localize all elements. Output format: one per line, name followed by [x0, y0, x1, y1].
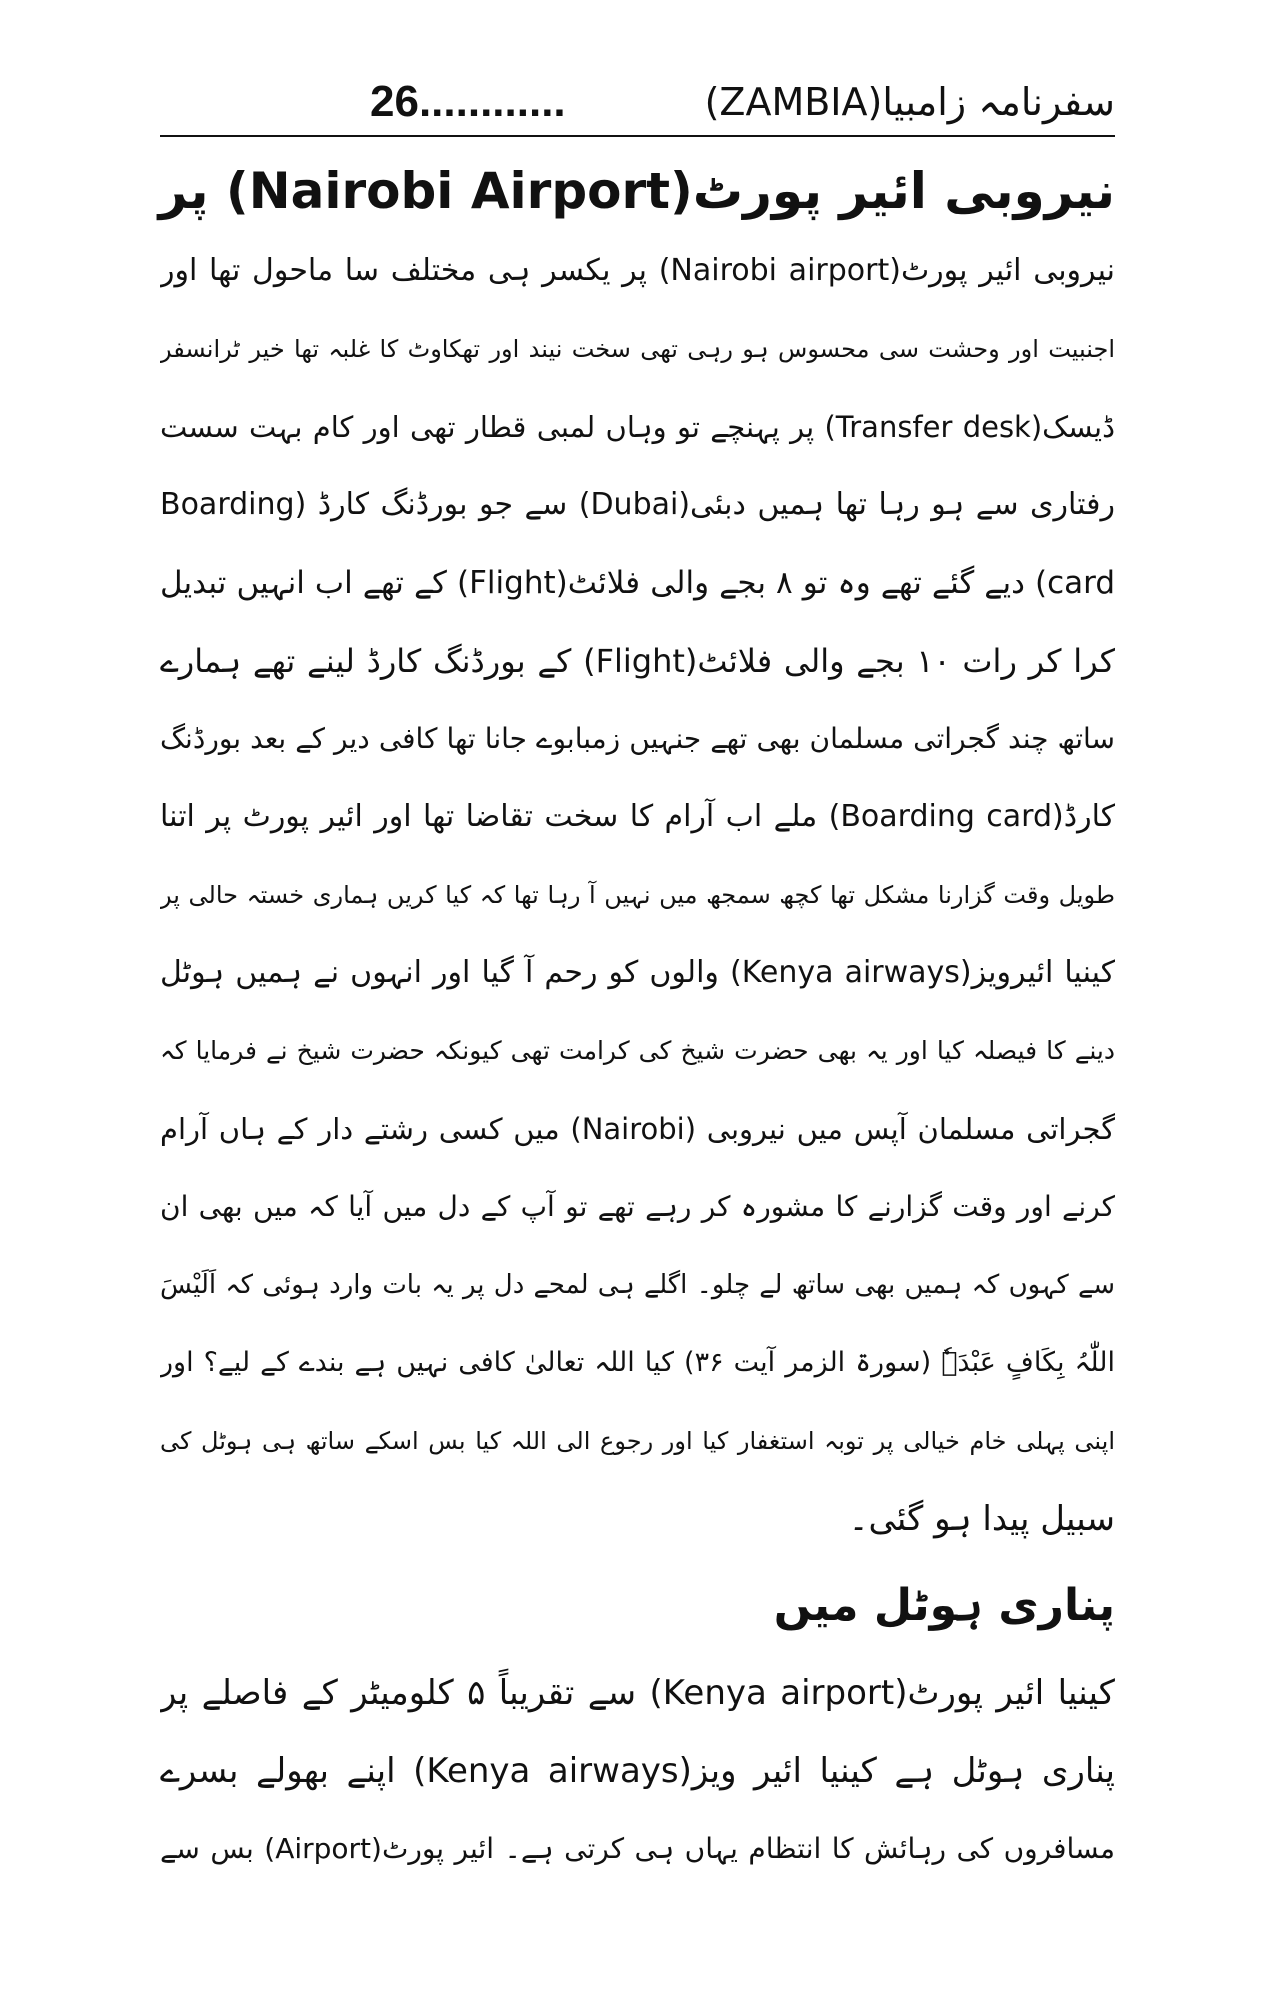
text-line: ساتھ چند گجراتی مسلمان بھی تھے جنہیں زمبابوے جانا تھا کافی دیر کے بعد بورڈنگ	[160, 722, 1115, 755]
text-line: رفتاری سے ہو رہا تھا ہمیں دبئی(Dubai) سے جو بورڈنگ کارڈ (Boarding	[160, 487, 1115, 522]
text-line: گجراتی مسلمان آپس میں نیروبی (Nairobi) میں کسی رشتے دار کے ہاں آرام	[160, 1112, 1115, 1146]
section-heading-panari-hotel: پناری ہوٹل میں	[773, 1580, 1115, 1631]
text-line: کرنے اور وقت گزارنے کا مشورہ کر رہے تھے تو آپ کے دل میں آیا کہ میں بھی ان	[160, 1190, 1115, 1223]
page-body	[160, 150, 1115, 1888]
text-line: card) دیے گئے تھے وہ تو ۸ بجے والی فلائٹ(Flight) کے تھے اب انہیں تبدیل	[160, 565, 1115, 601]
header-divider	[160, 135, 1115, 137]
text-line: کینیا ائیرویز(Kenya airways) والوں کو رحم آ گیا اور انہوں نے ہمیں ہوٹل	[160, 955, 1115, 990]
text-line: سے کہوں کہ ہمیں بھی ساتھ لے چلو۔ اگلے ہی لمحے دل پر یہ بات وارد ہوئی کہ اَلَیْسَ	[160, 1270, 1115, 1300]
text-line: کرا کر رات ۱۰ بجے والی فلائٹ(Flight) کے بورڈنگ کارڈ لینے تھے ہمارے	[160, 642, 1115, 680]
text-line: کینیا ائیر پورٹ(Kenya airport) سے تقریباً ۵ کلومیٹر کے فاصلے پر	[160, 1673, 1115, 1713]
text-line: نیروبی ائیر پورٹ(Nairobi airport) پر یکسر ہی مختلف سا ماحول تھا اور	[160, 253, 1115, 288]
section-body-nairobi-airport	[160, 232, 1115, 1558]
running-header	[160, 72, 1115, 132]
text-line: کارڈ(Boarding card) ملے اب آرام کا سخت تقاضا تھا اور ائیر پورٹ پر اتنا	[160, 799, 1115, 834]
text-line: اللّٰہُ بِکَافٍ عَبْدَہٗ (سورۃ الزمر آیت ۳۶) کیا اللہ تعالیٰ کافی نہیں ہے بندے کے لیے؟ اور	[160, 1347, 1115, 1378]
page-number: 26............	[370, 77, 566, 126]
running-title: سفرنامہ زامبیا(ZAMBIA)	[704, 80, 1115, 124]
text-line: طویل وقت گزارنا مشکل تھا کچھ سمجھ میں نہیں آ رہا تھا کہ کیا کریں ہماری خستہ حالی پر	[160, 881, 1115, 909]
text-line: اجنبیت اور وحشت سی محسوس ہو رہی تھی سخت نیند اور تھکاوٹ کا غلبہ تھا خیر ٹرانسفر	[160, 335, 1115, 363]
text-line: مسافروں کی رہائش کا انتظام یہاں ہی کرتی ہے۔ ائیر پورٹ(Airport) بس سے	[160, 1832, 1115, 1865]
text-line: اپنی پہلی خام خیالی پر توبہ استغفار کیا اور رجوع الی اللہ کیا بس اسکے ساتھ ہی ہوٹل کی	[160, 1427, 1115, 1455]
text-line: ڈیسک(Transfer desk) پر پہنچے تو وہاں لمبی قطار تھی اور کام بہت سست	[160, 410, 1115, 444]
text-line: سبیل پیدا ہو گئی۔	[848, 1499, 1115, 1539]
text-line: پناری ہوٹل ہے کینیا ائیر ویز(Kenya airways) اپنے بھولے بسرے	[160, 1751, 1115, 1791]
section-heading-nairobi-airport: نیروبی ائیر پورٹ(Nairobi Airport) پر	[158, 162, 1115, 220]
text-line: دینے کا فیصلہ کیا اور یہ بھی حضرت شیخ کی کرامت تھی کیونکہ حضرت شیخ نے فرمایا کہ	[160, 1036, 1115, 1065]
section-body-panari-hotel	[160, 1654, 1115, 1888]
